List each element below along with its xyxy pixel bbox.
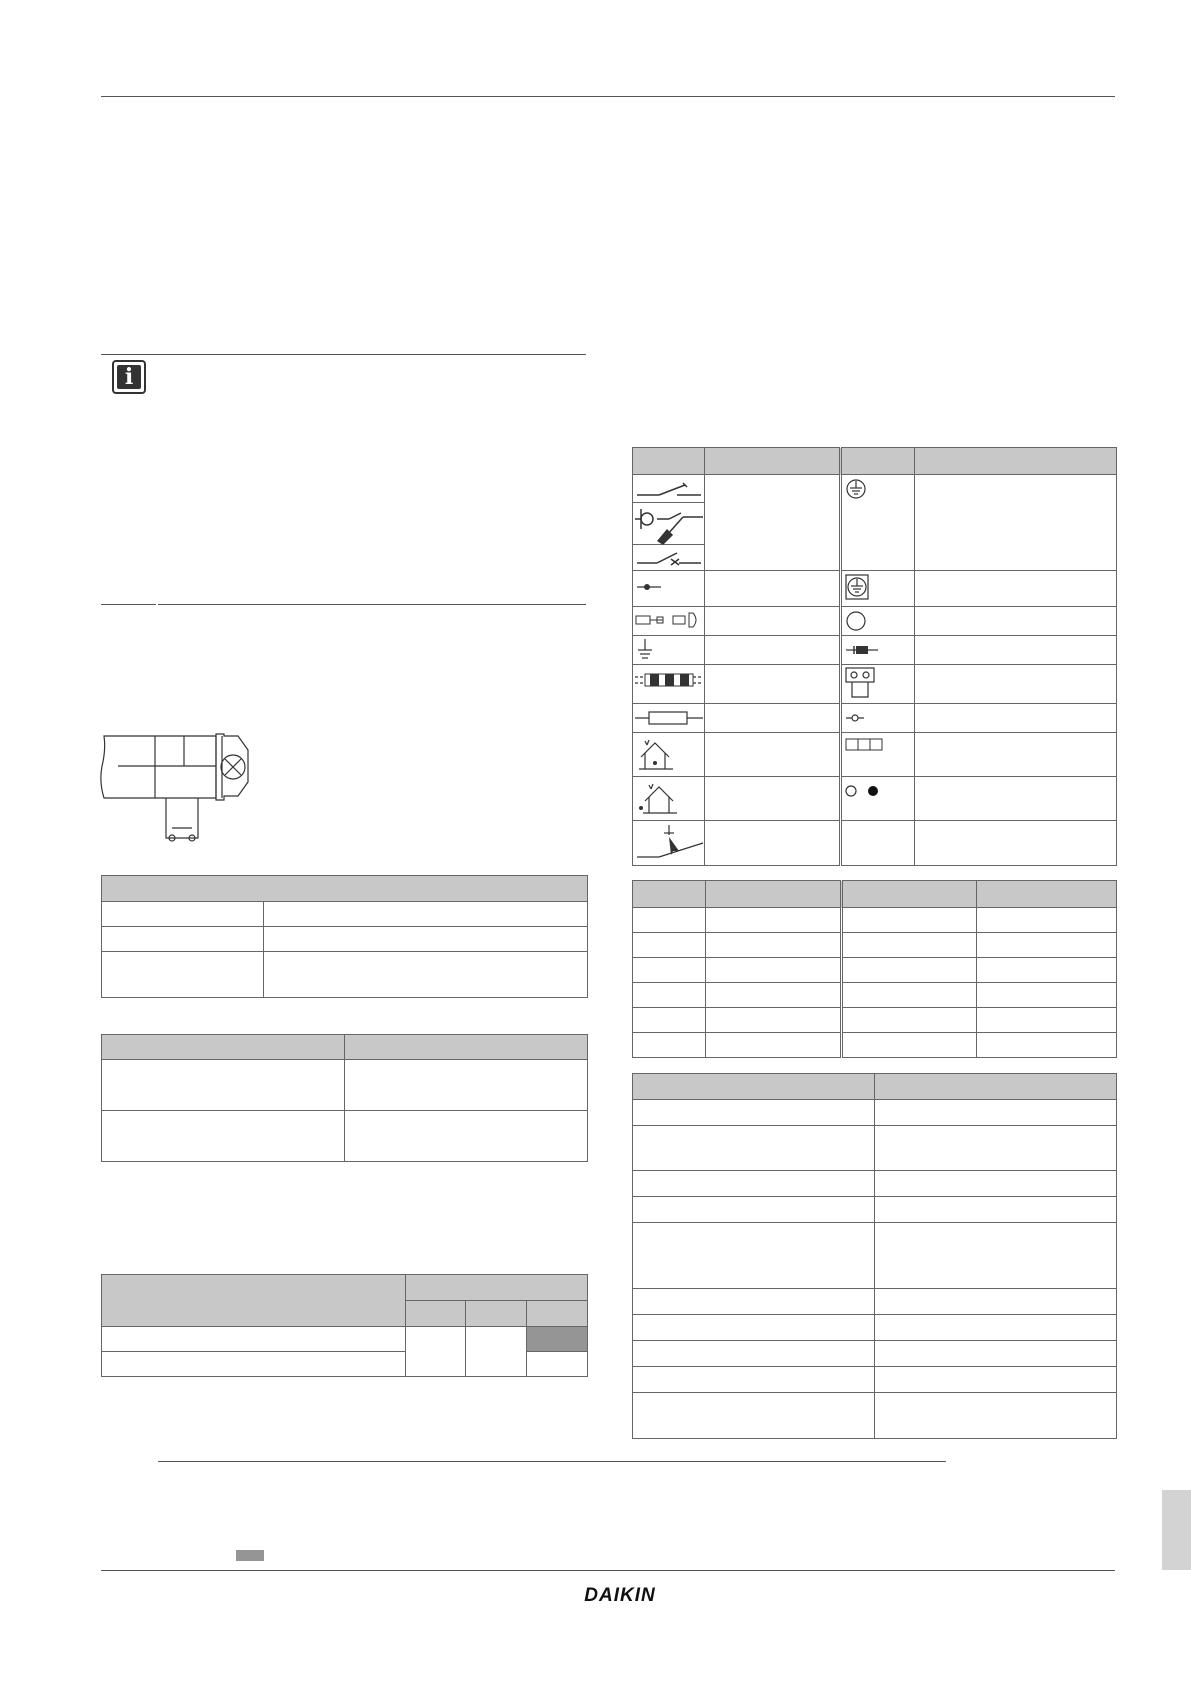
table-cell bbox=[633, 933, 706, 958]
fuse-icon bbox=[633, 704, 705, 733]
switch-symbol-icon bbox=[633, 475, 705, 503]
table-header bbox=[466, 1301, 527, 1327]
table-header bbox=[527, 1301, 588, 1327]
indoor-unit-icon bbox=[633, 733, 705, 777]
table-header bbox=[102, 1035, 345, 1060]
table-cell bbox=[706, 958, 842, 983]
table-cell bbox=[705, 704, 841, 733]
field-supply-icon bbox=[633, 821, 705, 866]
table-cell bbox=[102, 1111, 345, 1162]
table-cell bbox=[875, 1223, 1117, 1289]
connector-drawing bbox=[98, 732, 268, 844]
table-header bbox=[705, 448, 841, 475]
connector-symbol-icon bbox=[633, 607, 705, 636]
table-header bbox=[633, 1074, 875, 1100]
table-cell bbox=[705, 733, 841, 777]
table-cell bbox=[705, 571, 841, 607]
table-cell bbox=[264, 902, 588, 927]
thermal-switch-icon bbox=[633, 545, 705, 571]
table-cell bbox=[705, 475, 841, 571]
table-cell bbox=[102, 1352, 406, 1377]
table-cell bbox=[977, 933, 1117, 958]
table-cell bbox=[915, 733, 1117, 777]
table-cell bbox=[977, 1008, 1117, 1033]
header-rule bbox=[101, 96, 1115, 97]
table-cell bbox=[102, 1327, 406, 1352]
table-cell bbox=[102, 902, 264, 927]
table-cell bbox=[915, 777, 1117, 821]
table-cell bbox=[977, 983, 1117, 1008]
shaded-cell bbox=[527, 1327, 588, 1352]
table-cell bbox=[915, 475, 1117, 571]
table-cell bbox=[264, 952, 588, 998]
table-cell bbox=[633, 1008, 706, 1033]
table-cell bbox=[915, 607, 1117, 636]
table-cell bbox=[633, 1223, 875, 1289]
table-cell bbox=[977, 958, 1117, 983]
table-cell bbox=[633, 908, 706, 933]
terminal-icon bbox=[841, 704, 915, 733]
table-cell bbox=[842, 958, 977, 983]
table-cell bbox=[842, 983, 977, 1008]
table-cell bbox=[842, 1008, 977, 1033]
table-cell bbox=[345, 1111, 588, 1162]
table-cell bbox=[977, 908, 1117, 933]
table-header bbox=[977, 881, 1117, 908]
terminal-strip-icon bbox=[841, 733, 915, 777]
table-header bbox=[345, 1035, 588, 1060]
table-cell bbox=[633, 1126, 875, 1171]
table-cell bbox=[977, 1033, 1117, 1058]
footnote-rule bbox=[158, 1461, 946, 1462]
table-cell bbox=[102, 927, 264, 952]
table-cell bbox=[875, 1289, 1117, 1315]
table-header bbox=[633, 448, 705, 475]
table-cell bbox=[633, 1100, 875, 1126]
table-cell bbox=[875, 1341, 1117, 1367]
table-cell bbox=[633, 1367, 875, 1393]
table-cell bbox=[706, 933, 842, 958]
table-header bbox=[706, 881, 842, 908]
table-cell bbox=[706, 1008, 842, 1033]
table-cell bbox=[633, 958, 706, 983]
left-table-1 bbox=[101, 875, 588, 998]
table-header bbox=[841, 448, 915, 475]
table-cell bbox=[706, 983, 842, 1008]
note-bottom-rule-short bbox=[101, 604, 156, 605]
table-header bbox=[633, 881, 706, 908]
table-cell bbox=[633, 1289, 875, 1315]
table-cell bbox=[705, 665, 841, 704]
table-cell bbox=[633, 1393, 875, 1439]
note-top-rule bbox=[101, 354, 586, 355]
table-cell bbox=[633, 1315, 875, 1341]
symbol-legend-table bbox=[632, 447, 1117, 866]
right-table-2 bbox=[632, 880, 1117, 1058]
table-cell bbox=[633, 1033, 706, 1058]
shaded-legend-swatch bbox=[236, 1550, 264, 1561]
table-cell bbox=[633, 983, 706, 1008]
table-cell bbox=[706, 1033, 842, 1058]
table-cell bbox=[842, 1033, 977, 1058]
ground-icon bbox=[633, 636, 705, 665]
table-header bbox=[406, 1301, 466, 1327]
table-cell bbox=[706, 908, 842, 933]
footer-rule bbox=[101, 1570, 1115, 1571]
left-table-3 bbox=[101, 1274, 588, 1377]
table-cell bbox=[875, 1393, 1117, 1439]
outdoor-unit-icon bbox=[633, 777, 705, 821]
connection-dot-icon bbox=[633, 571, 705, 607]
table-cell bbox=[875, 1197, 1117, 1223]
wire-dots-icon bbox=[841, 777, 915, 821]
table-cell bbox=[705, 777, 841, 821]
table-cell bbox=[915, 665, 1117, 704]
table-cell bbox=[842, 933, 977, 958]
table-cell bbox=[633, 1341, 875, 1367]
table-cell bbox=[102, 952, 264, 998]
table-cell bbox=[915, 821, 1117, 866]
table-cell bbox=[875, 1100, 1117, 1126]
table-header bbox=[406, 1275, 588, 1301]
left-table-2 bbox=[101, 1034, 588, 1162]
table-cell bbox=[915, 704, 1117, 733]
table-cell bbox=[466, 1327, 527, 1377]
table-cell bbox=[705, 607, 841, 636]
noiseless-earth-icon bbox=[841, 571, 915, 607]
open-circle-icon bbox=[841, 607, 915, 636]
table-cell bbox=[842, 908, 977, 933]
ferrite-core-icon bbox=[633, 665, 705, 704]
terminal-block-icon bbox=[841, 665, 915, 704]
section-side-tab bbox=[1162, 1490, 1191, 1570]
table-header bbox=[102, 1275, 406, 1327]
table-cell bbox=[875, 1171, 1117, 1197]
table-cell bbox=[633, 1171, 875, 1197]
right-table-3 bbox=[632, 1073, 1117, 1439]
information-icon: i bbox=[112, 360, 146, 394]
table-cell bbox=[527, 1352, 588, 1377]
plug-connector-icon bbox=[841, 636, 915, 665]
table-cell bbox=[633, 1197, 875, 1223]
table-cell bbox=[915, 636, 1117, 665]
table-cell bbox=[102, 1060, 345, 1111]
table-header bbox=[915, 448, 1117, 475]
note-bottom-rule-long bbox=[158, 604, 586, 605]
table-cell bbox=[406, 1327, 466, 1377]
table-header bbox=[102, 876, 588, 902]
table-cell bbox=[264, 927, 588, 952]
table-cell bbox=[345, 1060, 588, 1111]
table-cell bbox=[875, 1367, 1117, 1393]
protective-earth-icon bbox=[841, 475, 915, 571]
table-cell bbox=[915, 571, 1117, 607]
table-cell bbox=[841, 821, 915, 866]
table-cell bbox=[875, 1315, 1117, 1341]
table-header bbox=[842, 881, 977, 908]
table-header bbox=[875, 1074, 1117, 1100]
table-cell bbox=[705, 636, 841, 665]
daikin-logo: DAIKIN bbox=[584, 1585, 656, 1606]
table-cell bbox=[705, 821, 841, 866]
pressure-switch-icon bbox=[633, 503, 705, 545]
table-cell bbox=[875, 1126, 1117, 1171]
